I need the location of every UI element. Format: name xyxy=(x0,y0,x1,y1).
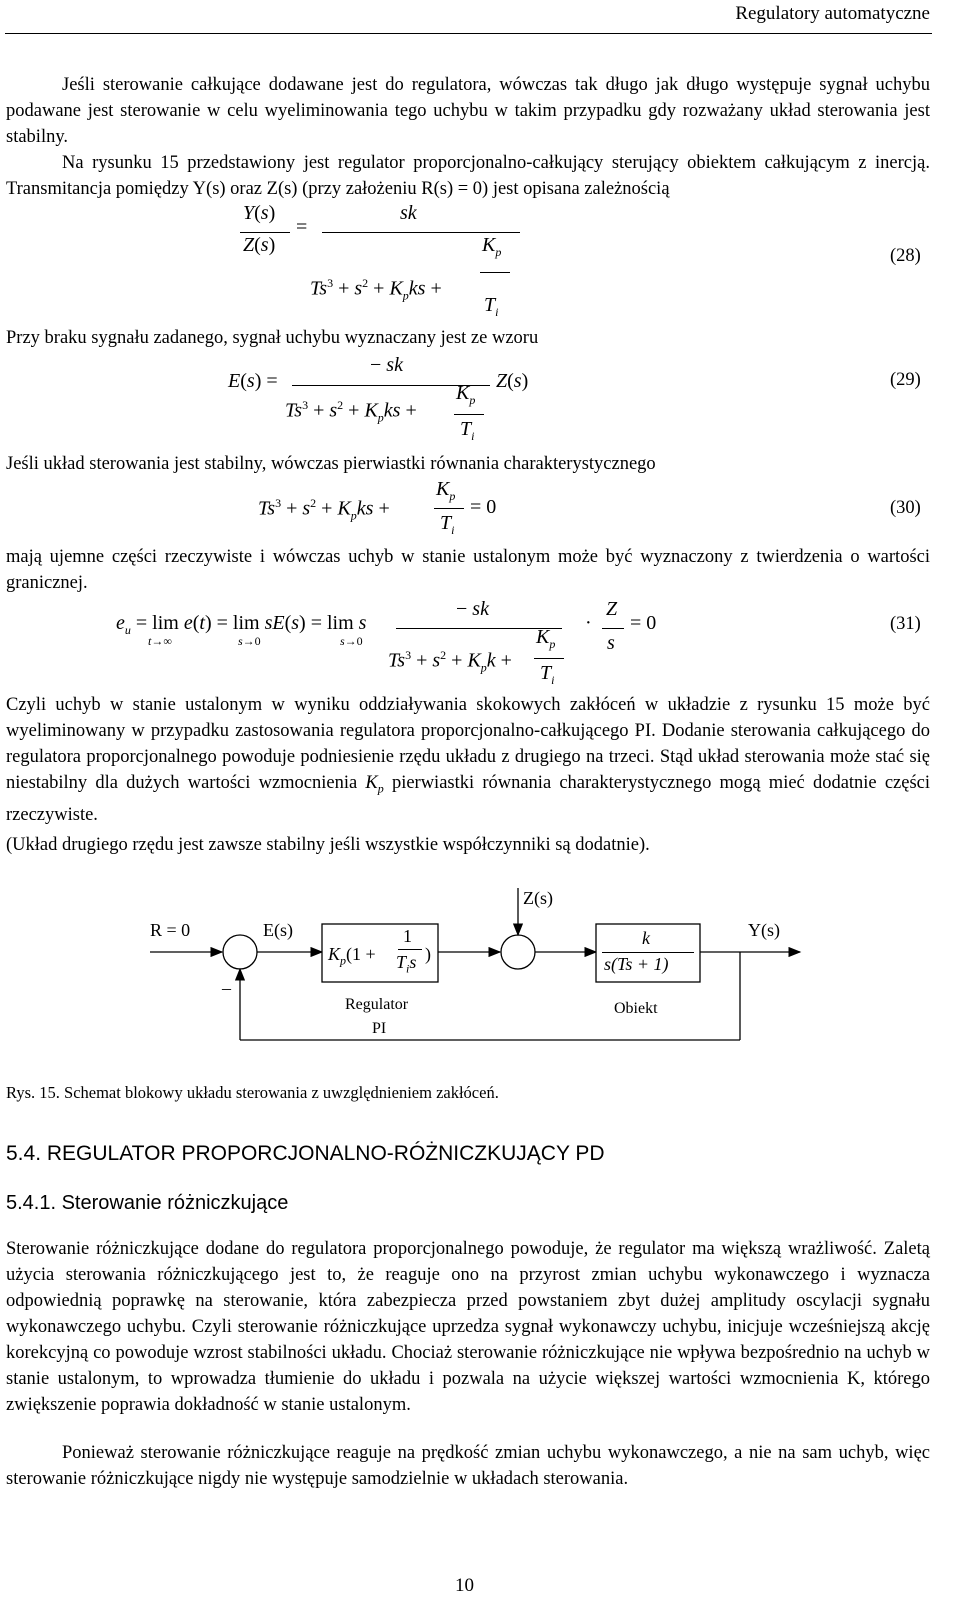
equation-29: E(s) = − sk Z(s) $Ts^3 + s^2 + K_pks$ + $K_p$ $T_i$ (29) xyxy=(228,354,921,443)
equation-number: (29) xyxy=(890,370,921,390)
subsection-heading: 5.4.1. Sterowanie różniczkujące xyxy=(6,1192,289,1214)
reference-label: R = 0 xyxy=(150,920,191,940)
diagram-lines xyxy=(0,880,960,1070)
running-header: Regulatory automatyczne xyxy=(735,3,930,24)
equation-28: Y(s) Z(s) = sk $Ts^3 + s^2 + K_pks$ + $K_p$ $T_i$ (28) xyxy=(0,200,960,325)
minus-sign: – xyxy=(222,978,231,998)
equation-number: (31) xyxy=(890,614,921,634)
page-number: 10 xyxy=(455,1575,474,1596)
figure-caption: Rys. 15. Schemat blokowy układu sterowania z uwzględnieniem zakłóceń. xyxy=(6,1083,499,1102)
equation-number: (28) xyxy=(890,246,921,266)
section-heading: 5.4. REGULATOR PROPORCJONALNO-RÓŻNICZKUJĄCY PD xyxy=(6,1142,605,1165)
object-numerator: k xyxy=(642,928,650,948)
paragraph-9: Ponieważ sterowanie różniczkujące reaguje na prędkość zmian uchybu wykonawczego, a nie na sam uchyb, więc sterowanie różniczkujące nigdy nie występuje samodzielnie w układach sterowania. xyxy=(6,1443,930,1489)
error-label: E(s) xyxy=(263,920,293,940)
paragraph-6-end: pierwiastki równania charakterystycznego mogą mieć dodatnie części rzeczywiste. xyxy=(6,773,931,825)
equation-31: $e_u = \lim e(t) = \lim sE(s) = \lim s$ t→∞ s→0 s→0 − sk $Ts^3 + s^2 + K_pk$ + $K_p$ $T_i$ · Z s = 0 (31) xyxy=(116,598,921,687)
regulator-label: Regulator xyxy=(345,996,409,1013)
summing-junction-2 xyxy=(501,935,535,969)
regulator-type-label: PI xyxy=(372,1020,387,1037)
object-denominator: s(Ts + 1) xyxy=(604,954,669,974)
paragraph-2: Na rysunku 15 przedstawiony jest regulator proporcjonalno-całkujący sterujący obiektem całkującym z inercją. Transmitancja pomiędzy Y(s) oraz Z(s) (przy założeniu R(s) = 0) jest opisana zależnością xyxy=(6,153,930,199)
block-diagram xyxy=(0,880,960,1070)
kp-symbol: K xyxy=(365,773,378,793)
disturbance-label: Z(s) xyxy=(523,888,553,908)
equation-number: (30) xyxy=(890,498,921,518)
paragraph-6-text: Czyli uchyb w stanie ustalonym w wyniku oddziaływania skokowych zakłóceń w układzie z rysunku 15 może być wyeliminowany w przypadku zastosowania regulatora proporcjonalno-całkującego PI. Dodanie sterowania całkującego do regulatora proporcjonalnego powoduje podniesienie rzędu układu z drugiego na trzeci. Stąd układ sterowania może stać się niestabilny dla dużych wartości wzmocnienia xyxy=(6,695,930,793)
paragraph-3: Przy braku sygnału zadanego, sygnał uchybu wyznaczany jest ze wzoru xyxy=(6,328,539,348)
paragraph-1: Jeśli sterowanie całkujące dodawane jest do regulatora, wówczas tak długo jak długo występuje sygnał uchybu podawane jest sterowanie w celu wyeliminowania tego uchybu w takim przypadku gdy rozważany układ sterowania jest stabilny. xyxy=(6,75,930,147)
summing-junction-1 xyxy=(223,935,257,969)
regulator-transfer-function: $K_p(1$ + 1 $T_is$ ) xyxy=(328,926,431,976)
header-rule xyxy=(5,33,932,34)
object-label: Obiekt xyxy=(614,1000,658,1017)
kp-subscript: p xyxy=(377,781,384,796)
paragraph-4: Jeśli układ sterowania jest stabilny, wówczas pierwiastki równania charakterystycznego xyxy=(6,454,656,474)
object-transfer-function xyxy=(596,928,700,982)
paragraph-5: mają ujemne części rzeczywiste i wówczas uchyb w stanie ustalonym może być wyznaczony z twierdzenia o wartości granicznej. xyxy=(6,547,930,593)
paragraph-8: Sterowanie różniczkujące dodane do regulatora proporcjonalnego powoduje, że regulator ma większą wrażliwość. Zaletą użycia sterowania różniczkującego jest to, że reaguje ono na przyrost zmian uchybu wykonawczego i wyznacza odpowiednią poprawkę na sterowanie, która zabezpiecza przed powstaniem zbyt dużej amplitudy oscylacji sygnału wykonawczego uchybu. Czyli sterowanie różniczkujące uprzedza sygnał wykonawczy uchybu, inicjuje wcześniejszą akcję korekcyjną co powoduje wzrost stabilności układu. Chociaż sterowanie różniczkujące nie wpływa bezpośrednio na uchyb w stanie ustalonym, to wprowadza tłumienie do układu i pozwala na użycie większej wartości wzmocnienia K, którego zwiększenie poprawia dokładność w stanie ustalonym. xyxy=(6,1239,930,1415)
output-label: Y(s) xyxy=(748,920,780,940)
paragraph-6 xyxy=(6,692,930,828)
equation-30: $Ts^3 + s^2 + K_pks$ + $K_p$ $T_i$ = 0 (30) xyxy=(258,478,921,537)
paragraph-7: (Układ drugiego rzędu jest zawsze stabilny jeśli wszystkie współczynniki są dodatnie). xyxy=(6,835,650,855)
